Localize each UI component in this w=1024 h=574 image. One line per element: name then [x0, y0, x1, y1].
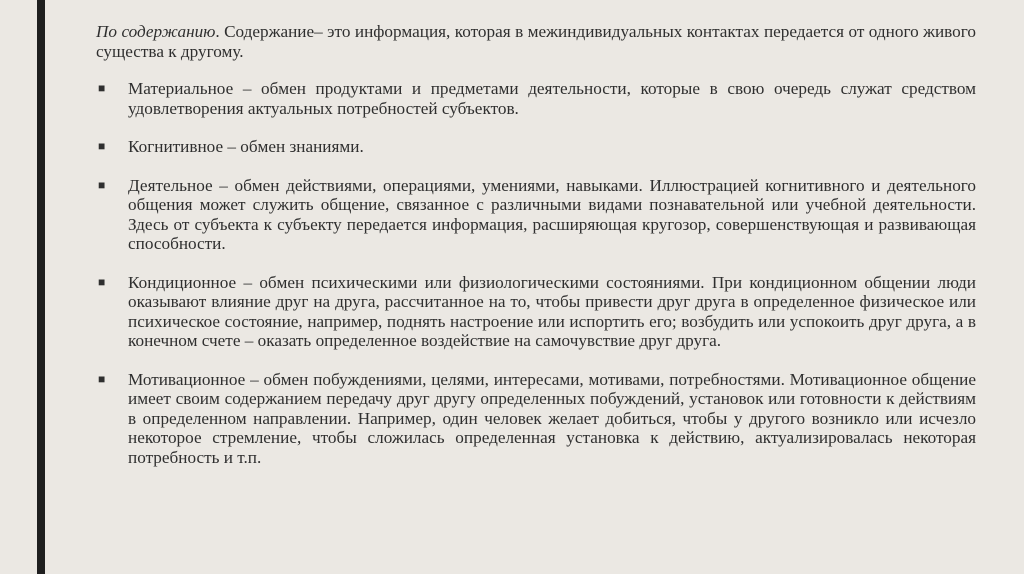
list-item-text: Мотивационное – обмен побуждениями, целями, интересами, мотивами, потребностями. Мотивационное общение имеет своим содержанием передачу друг другу определенных побуждений, установок или готовности к действиям в определенном направлении. Например, один человек желает добиться, чтобы у другого возникло или исчезло некоторое стремление, чтобы сложилась определенная установка к действию, актуализировалась некоторая потребность и т.п.	[128, 369, 976, 467]
intro-italic-lead: По содержанию	[96, 22, 216, 41]
square-bullet-icon: ■	[98, 177, 106, 192]
square-bullet-icon: ■	[98, 139, 106, 153]
left-accent-bar	[37, 0, 45, 574]
list-item-material	[96, 79, 976, 118]
list-item-text: Деятельное – обмен действиями, операциями, умениями, навыками. Иллюстрацией когнитивного и деятельного общения может служить общение, связанное с различными видами познавательной или учебной деятельности. Здесь от субъекта к субъекту передается информация, расширяющая кругозор, совершенствующая и развивающая способности.	[128, 175, 976, 253]
square-bullet-icon: ■	[98, 274, 106, 289]
list-item-text: Кондиционное – обмен психическими или физиологическими состояниями. При кондиционном общении люди оказывают влияние друг на друга, рассчитанное на то, чтобы привести друг друга в определенное физическое или психическое состояние, например, поднять настроение или испортить его; возбудить или успокоить друг друга, а в конечном счете – оказать определенное воздействие на самочувствие друг друга.	[128, 272, 976, 350]
content-types-list	[96, 79, 976, 467]
list-item-text: Когнитивное – обмен знаниями.	[128, 137, 364, 156]
list-item-conditional	[96, 273, 976, 351]
list-item-motivational	[96, 370, 976, 468]
intro-text: . Содержание– это информация, которая в межиндивидуальных контактах передается от одного живого существа к другому.	[96, 22, 976, 61]
slide-body	[96, 22, 976, 486]
list-item-text: Материальное – обмен продуктами и предметами деятельности, которые в свою очередь служат средством удовлетворения актуальных потребностей субъектов.	[128, 79, 976, 118]
list-item-activity	[96, 176, 976, 254]
intro-paragraph	[96, 22, 976, 61]
square-bullet-icon: ■	[98, 371, 106, 386]
square-bullet-icon: ■	[98, 81, 106, 95]
list-item-cognitive	[96, 137, 976, 157]
